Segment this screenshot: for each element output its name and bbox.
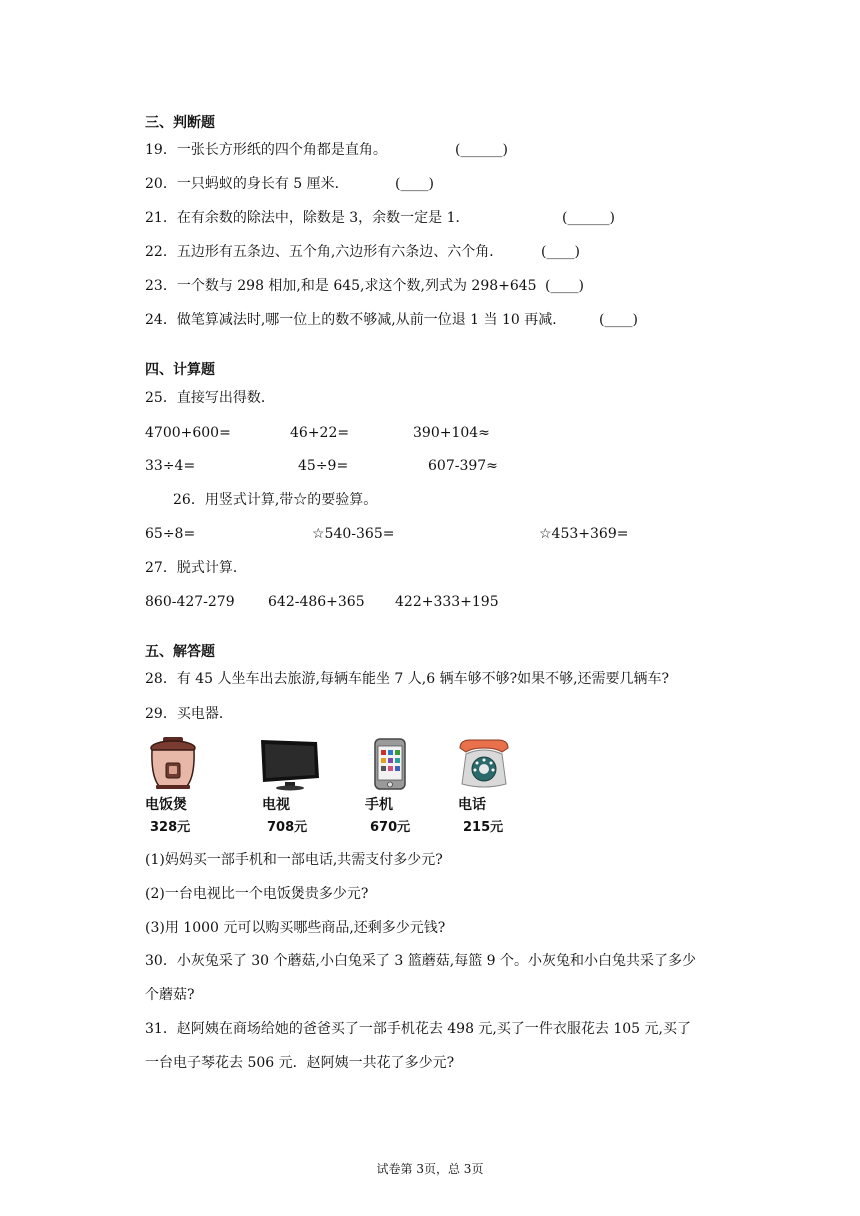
question-27: 27．脱式计算． [145, 560, 247, 576]
calc-item: 422+333+195 [395, 594, 499, 610]
question-29-1: (1)妈妈买一部手机和一部电话,共需支付多少元? [145, 852, 443, 868]
question-29-2: (2)一台电视比一个电饭煲贵多少元? [145, 886, 369, 902]
question-30-line2: 个蘑菇? [145, 987, 195, 1003]
section-title-calc: 四、计算题 [145, 362, 215, 378]
calc-item: 46+22= [290, 425, 350, 441]
calc-item: 65÷8= [145, 526, 196, 542]
calc-item: ☆453+369= [539, 526, 629, 542]
calc-item: 642-486+365 [268, 594, 365, 610]
question-23: 23．一个数与 298 相加,和是 645,求这个数,列式为 298+645 [145, 278, 537, 294]
tv-icon [259, 738, 321, 792]
question-26: 26．用竖式计算,带☆的要验算。 [173, 492, 378, 508]
product-name: 电话 [458, 797, 486, 813]
calc-item: 860-427-279 [145, 594, 235, 610]
answer-blank-23[interactable]: (____) [545, 278, 584, 294]
product-price: 215元 [463, 820, 504, 835]
calc-item: ☆540-365= [312, 526, 395, 542]
calc-item: 607-397≈ [428, 458, 498, 474]
question-30-line1: 30．小灰兔采了 30 个蘑菇,小白兔采了 3 篮蘑菇,每篮 9 个。小灰兔和小白兔共采了多少 [145, 953, 697, 969]
answer-blank-20[interactable]: (____) [395, 176, 434, 192]
calc-item: 4700+600= [145, 425, 231, 441]
question-22: 22．五边形有五条边、五个角,六边形有六条边、六个角． [145, 244, 504, 260]
answer-blank-24[interactable]: (____) [599, 312, 638, 328]
answer-blank-19[interactable]: (______) [455, 142, 508, 158]
product-price: 328元 [150, 820, 191, 835]
answer-blank-22[interactable]: (____) [541, 244, 580, 260]
section-title-answer: 五、解答题 [145, 644, 215, 660]
question-29: 29．买电器． [145, 706, 233, 722]
question-25: 25．直接写出得数． [145, 390, 275, 406]
product-name: 手机 [365, 797, 393, 813]
calc-item: 45÷9= [298, 458, 349, 474]
section-title-judge: 三、判断题 [145, 115, 215, 131]
question-20: 20．一只蚂蚁的身长有 5 厘米． [145, 176, 349, 192]
product-name: 电饭煲 [145, 797, 187, 813]
question-29-3: (3)用 1000 元可以购买哪些商品,还剩多少元钱? [145, 920, 446, 936]
product-name: 电视 [262, 797, 290, 813]
product-price: 708元 [267, 820, 308, 835]
rice-cooker-icon [147, 736, 199, 790]
page-footer: 试卷第 3页，总 3页 [376, 1162, 484, 1176]
calc-item: 390+104≈ [413, 425, 490, 441]
calc-item: 33÷4= [145, 458, 196, 474]
question-31-line1: 31．赵阿姨在商场给她的爸爸买了一部手机花去 498 元,买了一件衣服花去 105 元,买了 [145, 1021, 691, 1037]
question-28: 28．有 45 人坐车出去旅游,每辆车能坐 7 人,6 辆车够不够?如果不够,还需要几辆车? [145, 671, 670, 687]
phone-icon [373, 738, 407, 790]
question-24: 24．做笔算减法时,哪一位上的数不够减,从前一位退 1 当 10 再减． [145, 312, 567, 328]
question-31-line2: 一台电子琴花去 506 元．赵阿姨一共花了多少元? [145, 1055, 455, 1071]
answer-blank-21[interactable]: (______) [562, 210, 615, 226]
question-19: 19．一张长方形纸的四个角都是直角。 [145, 142, 387, 158]
product-price: 670元 [370, 820, 411, 835]
telephone-icon [456, 738, 512, 792]
question-21: 21．在有余数的除法中，除数是 3，余数一定是 1． [145, 210, 470, 226]
